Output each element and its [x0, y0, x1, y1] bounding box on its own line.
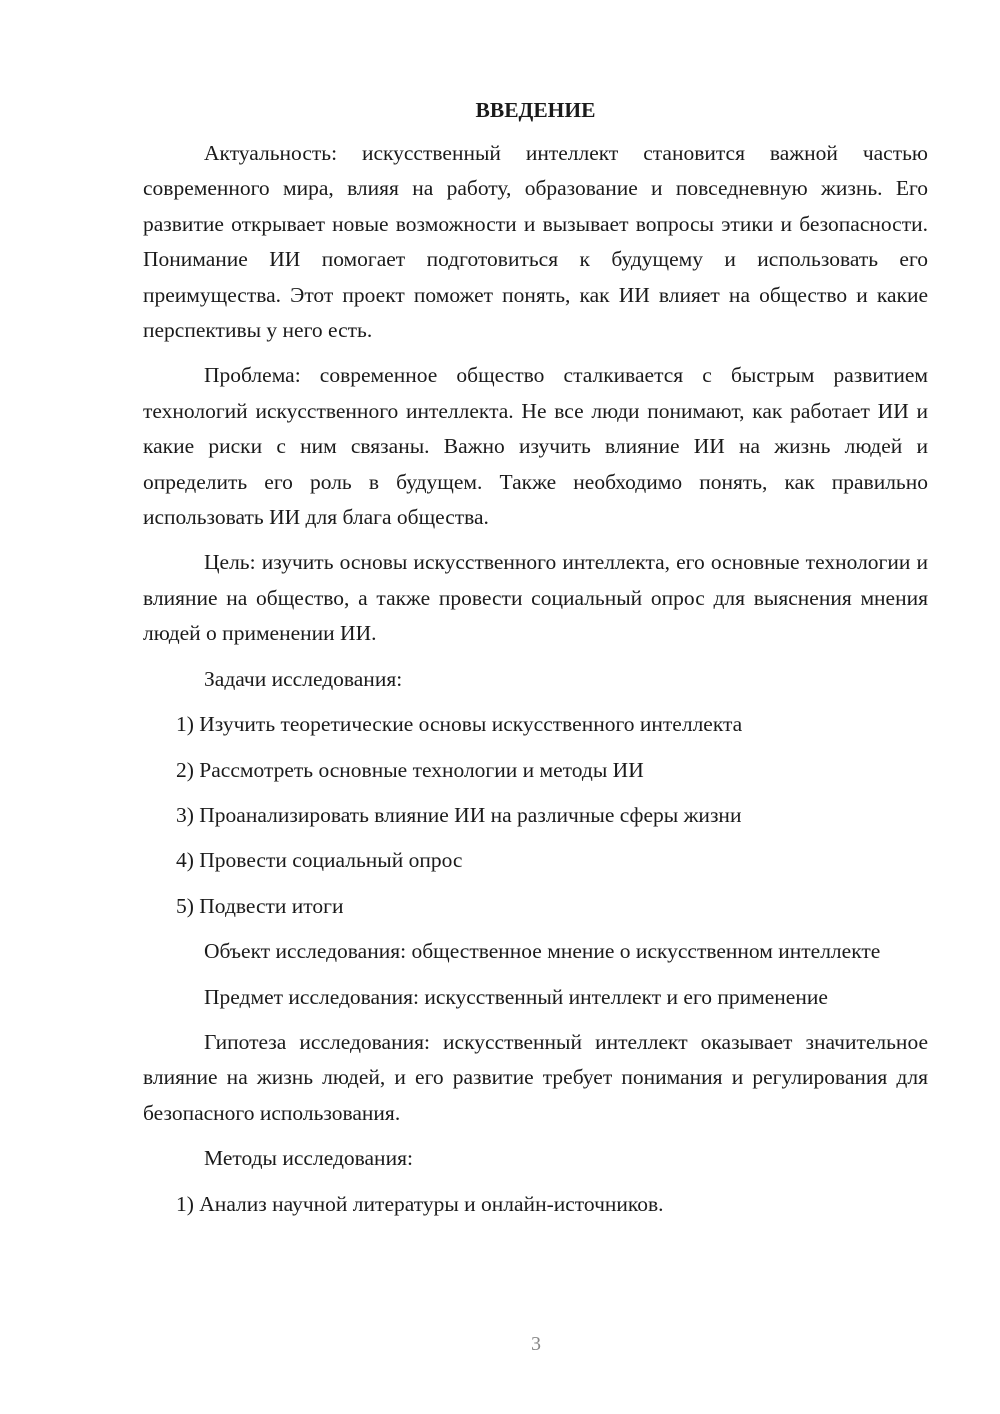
task-item: 2) Рассмотреть основные технологии и методы ИИ [176, 757, 644, 782]
goal-paragraph: Цель: изучить основы искусственного интеллекта, его основные технологии и влияние на общество, а также провести социальный опрос для выяснения мнения людей о применении ИИ. [143, 550, 928, 646]
problem-paragraph: Проблема: современное общество сталкивается с быстрым развитием технологий искусственного интеллекта. Не все люди понимают, как работает ИИ и какие риски с ним связаны. Важно изучить влияние ИИ на жизнь людей и определить его роль в будущем. Также необходимо понять, как правильно использовать ИИ для блага общества. [143, 363, 928, 530]
tasks-heading: Задачи исследования: [204, 666, 403, 691]
methods-heading: Методы исследования: [204, 1146, 413, 1171]
section-title: ВВЕДЕНИЕ [475, 98, 596, 122]
hypothesis-paragraph: Гипотеза исследования: искусственный интеллект оказывает значительное влияние на жизнь людей, и его развитие требует понимания и регулирования для безопасного использования. [143, 1029, 928, 1125]
document-page [143, 92, 928, 1232]
page-number: 3 [531, 1333, 541, 1355]
task-item: 3) Проанализировать влияние ИИ на различные сферы жизни [176, 802, 742, 827]
subject-paragraph: Предмет исследования: искусственный интеллект и его применение [204, 984, 828, 1009]
object-paragraph: Объект исследования: общественное мнение о искусственном интеллекте [204, 939, 881, 964]
task-item: 1) Изучить теоретические основы искусственного интеллекта [176, 712, 743, 737]
tasks-list [143, 707, 928, 924]
relevance-paragraph: Актуальность: искусственный интеллект становится важной частью современного мира, влияя на работу, образование и повседневную жизнь. Его развитие открывает новые возможности и вызывает вопросы этики и безопасности. Понимание ИИ помогает подготовиться к будущему и использовать его преимущества. Этот проект поможет понять, как ИИ влияет на общество и какие перспективы у него есть. [143, 141, 928, 343]
task-item: 5) Подвести итоги [176, 893, 344, 918]
task-item: 4) Провести социальный опрос [176, 848, 463, 873]
method-item: 1) Анализ научной литературы и онлайн-источников. [176, 1191, 664, 1216]
methods-list [143, 1187, 928, 1222]
